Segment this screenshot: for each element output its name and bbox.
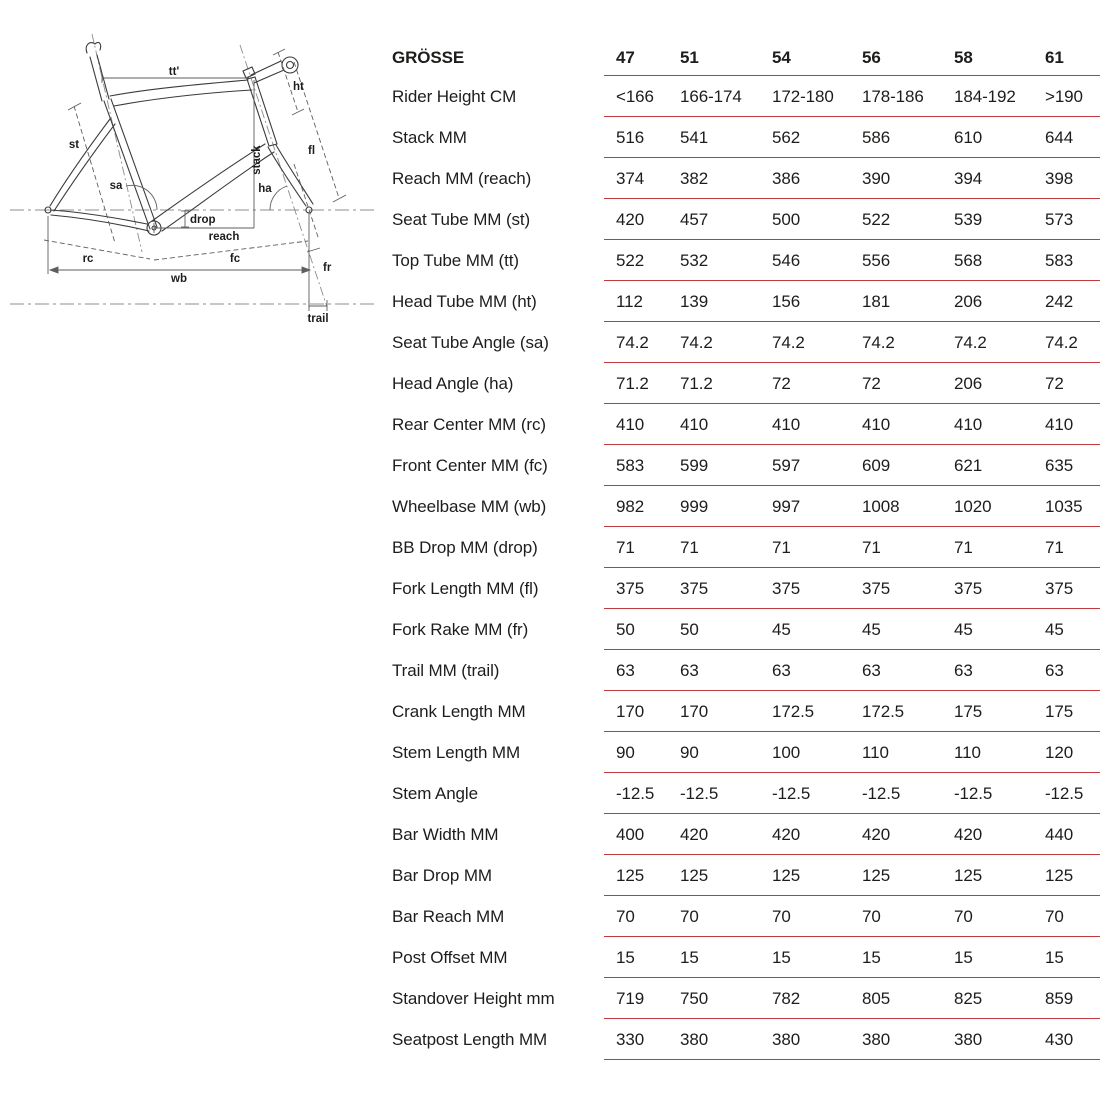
row-label: Bar Width MM	[392, 824, 499, 844]
cell-value: 597	[772, 455, 801, 475]
table-row	[392, 855, 1100, 896]
cell-value: 522	[616, 250, 645, 270]
row-label: Stack MM	[392, 127, 467, 147]
cell-value: 999	[680, 496, 709, 516]
cell-value: 380	[680, 1029, 709, 1049]
row-label: Stem Angle	[392, 783, 478, 803]
cell-value: 390	[862, 168, 891, 188]
cell-value: 45	[1045, 619, 1064, 639]
cell-value: 45	[954, 619, 973, 639]
cell-value: 72	[772, 373, 791, 393]
cell-value: 541	[680, 127, 709, 147]
cell-value: 242	[1045, 291, 1074, 311]
cell-value: 90	[680, 742, 699, 762]
cell-value: 997	[772, 496, 801, 516]
frame-geometry-diagram	[2, 0, 392, 335]
cell-value: 750	[680, 988, 709, 1008]
geometry-table	[392, 39, 1100, 1060]
cell-value: -12.5	[616, 783, 655, 803]
row-label: Seat Tube MM (st)	[392, 209, 531, 229]
size-column-header: 58	[954, 47, 973, 67]
row-label: Head Tube MM (ht)	[392, 291, 537, 311]
cell-value: 805	[862, 988, 891, 1008]
cell-value: 70	[954, 906, 973, 926]
row-label: Fork Length MM (fl)	[392, 578, 539, 598]
cell-value: -12.5	[954, 783, 993, 803]
label-tt-prime: tt'	[168, 66, 180, 78]
cell-value: 539	[954, 209, 983, 229]
cell-value: 410	[862, 414, 891, 434]
label-st: st	[68, 139, 80, 151]
cell-value: 74.2	[772, 332, 805, 352]
cell-value: 70	[862, 906, 881, 926]
cell-value: 181	[862, 291, 891, 311]
cell-value: 516	[616, 127, 645, 147]
cell-value: 457	[680, 209, 709, 229]
cell-value: 380	[862, 1029, 891, 1049]
table-row	[392, 158, 1100, 199]
cell-value: 522	[862, 209, 891, 229]
cell-value: 568	[954, 250, 983, 270]
cell-value: 170	[616, 701, 645, 721]
cell-value: 172-180	[772, 86, 834, 106]
cell-value: 125	[616, 865, 645, 885]
row-label: Front Center MM (fc)	[392, 455, 548, 475]
table-row	[392, 650, 1100, 691]
cell-value: -12.5	[772, 783, 811, 803]
cell-value: 562	[772, 127, 801, 147]
cell-value: 410	[1045, 414, 1074, 434]
row-label: Stem Length MM	[392, 742, 521, 762]
cell-value: 125	[954, 865, 983, 885]
cell-value: 175	[954, 701, 983, 721]
cell-value: 100	[772, 742, 801, 762]
table-body	[392, 76, 1100, 1060]
cell-value: 782	[772, 988, 801, 1008]
cell-value: 375	[680, 578, 709, 598]
cell-value: 63	[680, 660, 699, 680]
table-row	[392, 896, 1100, 937]
cell-value: 175	[1045, 701, 1074, 721]
cell-value: 72	[862, 373, 881, 393]
cell-value: 90	[616, 742, 635, 762]
cell-value: 859	[1045, 988, 1074, 1008]
table-row	[392, 814, 1100, 855]
cell-value: 410	[772, 414, 801, 434]
cell-value: 394	[954, 168, 983, 188]
cell-value: 500	[772, 209, 801, 229]
cell-value: 546	[772, 250, 801, 270]
row-label: Post Offset MM	[392, 947, 508, 967]
cell-value: 982	[616, 496, 645, 516]
cell-value: 374	[616, 168, 645, 188]
cell-value: -12.5	[1045, 783, 1084, 803]
cell-value: 206	[954, 373, 983, 393]
cell-value: 50	[680, 619, 699, 639]
row-label: Rear Center MM (rc)	[392, 414, 546, 434]
row-label: Wheelbase MM (wb)	[392, 496, 547, 516]
label-ha: ha	[258, 183, 272, 195]
cell-value: 63	[772, 660, 791, 680]
cell-value: 112	[616, 291, 643, 311]
cell-value: 125	[1045, 865, 1074, 885]
table-row	[392, 773, 1100, 814]
label-sa: sa	[109, 180, 123, 192]
cell-value: 71	[616, 537, 635, 557]
cell-value: 375	[954, 578, 983, 598]
cell-value: 375	[772, 578, 801, 598]
cell-value: 375	[1045, 578, 1074, 598]
table-row	[392, 199, 1100, 240]
cell-value: 420	[680, 824, 709, 844]
cell-value: 420	[772, 824, 801, 844]
cell-value: 71	[772, 537, 791, 557]
cell-value: 70	[772, 906, 791, 926]
cell-value: 125	[772, 865, 801, 885]
cell-value: 410	[680, 414, 709, 434]
cell-value: 120	[1045, 742, 1074, 762]
cell-value: 380	[954, 1029, 983, 1049]
cell-value: 825	[954, 988, 983, 1008]
table-row	[392, 937, 1100, 978]
size-column-header: 56	[862, 47, 881, 67]
cell-value: 386	[772, 168, 801, 188]
size-column-header: 47	[616, 47, 635, 67]
size-column-header: 54	[772, 47, 791, 67]
cell-value: 609	[862, 455, 891, 475]
cell-value: -12.5	[862, 783, 901, 803]
table-row	[392, 76, 1100, 117]
label-ht: ht	[293, 81, 304, 93]
cell-value: 410	[616, 414, 645, 434]
row-label: Bar Reach MM	[392, 906, 505, 926]
cell-value: 74.2	[1045, 332, 1078, 352]
label-wb: wb	[171, 273, 187, 285]
cell-value: 719	[616, 988, 645, 1008]
cell-value: 583	[616, 455, 645, 475]
cell-value: 71.2	[616, 373, 649, 393]
size-column-header: 61	[1045, 47, 1064, 67]
cell-value: 206	[954, 291, 983, 311]
row-label: Fork Rake MM (fr)	[392, 619, 529, 639]
label-stack: stack	[251, 145, 263, 175]
cell-value: 573	[1045, 209, 1074, 229]
cell-value: 71	[862, 537, 881, 557]
label-drop: drop	[190, 214, 216, 226]
cell-value: -12.5	[680, 783, 719, 803]
cell-value: 583	[1045, 250, 1074, 270]
cell-value: 586	[862, 127, 891, 147]
cell-value: 156	[772, 291, 801, 311]
cell-value: 184-192	[954, 86, 1016, 106]
row-label: Rider Height CM	[392, 86, 517, 106]
cell-value: 400	[616, 824, 645, 844]
cell-value: 15	[954, 947, 973, 967]
cell-value: 50	[616, 619, 635, 639]
cell-value: 71	[1045, 537, 1064, 557]
table-row	[392, 404, 1100, 445]
cell-value: 110	[862, 742, 889, 762]
cell-value: 71	[954, 537, 973, 557]
table-row	[392, 732, 1100, 773]
cell-value: <166	[616, 86, 654, 106]
cell-value: 644	[1045, 127, 1074, 147]
cell-value: 440	[1045, 824, 1074, 844]
label-fc: fc	[229, 253, 241, 265]
table-row	[392, 322, 1100, 363]
cell-value: 1020	[954, 496, 992, 516]
cell-value: 430	[1045, 1029, 1074, 1049]
cell-value: 599	[680, 455, 709, 475]
cell-value: 63	[954, 660, 973, 680]
cell-value: 63	[616, 660, 635, 680]
cell-value: 420	[616, 209, 645, 229]
table-row	[392, 486, 1100, 527]
cell-value: 15	[772, 947, 791, 967]
cell-value: 74.2	[616, 332, 649, 352]
cell-value: 635	[1045, 455, 1074, 475]
table-row	[392, 1019, 1100, 1060]
row-label: BB Drop MM (drop)	[392, 537, 538, 557]
cell-value: 166-174	[680, 86, 742, 106]
table-row	[392, 240, 1100, 281]
cell-value: 375	[616, 578, 645, 598]
cell-value: 410	[954, 414, 983, 434]
table-header-row	[392, 39, 1100, 76]
cell-value: 170	[680, 701, 709, 721]
cell-value: 15	[862, 947, 881, 967]
row-label: Bar Drop MM	[392, 865, 492, 885]
cell-value: >190	[1045, 86, 1083, 106]
row-label: Top Tube MM (tt)	[392, 250, 519, 270]
size-column-header: 51	[680, 47, 699, 67]
cell-value: 74.2	[862, 332, 895, 352]
table-row	[392, 281, 1100, 322]
cell-value: 139	[680, 291, 709, 311]
cell-value: 70	[616, 906, 635, 926]
cell-value: 63	[862, 660, 881, 680]
cell-value: 556	[862, 250, 891, 270]
label-reach: reach	[208, 231, 240, 243]
table-row	[392, 568, 1100, 609]
table-row	[392, 978, 1100, 1019]
cell-value: 420	[862, 824, 891, 844]
cell-value: 15	[1045, 947, 1064, 967]
cell-value: 420	[954, 824, 983, 844]
row-label: Reach MM (reach)	[392, 168, 532, 188]
cell-value: 70	[1045, 906, 1064, 926]
table-row	[392, 445, 1100, 486]
row-label: Standover Height mm	[392, 988, 555, 1008]
label-fl: fl	[308, 145, 316, 157]
cell-value: 45	[772, 619, 791, 639]
cell-value: 70	[680, 906, 699, 926]
cell-value: 380	[772, 1029, 801, 1049]
cell-value: 125	[862, 865, 891, 885]
cell-value: 178-186	[862, 86, 924, 106]
table-row	[392, 527, 1100, 568]
row-label: Trail MM (trail)	[392, 660, 500, 680]
cell-value: 15	[616, 947, 635, 967]
cell-value: 71	[680, 537, 699, 557]
cell-value: 330	[616, 1029, 645, 1049]
cell-value: 63	[1045, 660, 1064, 680]
cell-value: 172.5	[772, 701, 815, 721]
cell-value: 15	[680, 947, 699, 967]
row-label: Head Angle (ha)	[392, 373, 514, 393]
cell-value: 72	[1045, 373, 1064, 393]
table-row	[392, 609, 1100, 650]
cell-value: 74.2	[680, 332, 713, 352]
cell-value: 45	[862, 619, 881, 639]
cell-value: 125	[680, 865, 709, 885]
cell-value: 1008	[862, 496, 900, 516]
cell-value: 398	[1045, 168, 1074, 188]
row-label: Crank Length MM	[392, 701, 526, 721]
label-rc: rc	[82, 253, 94, 265]
row-label: Seatpost Length MM	[392, 1029, 548, 1049]
cell-value: 532	[680, 250, 709, 270]
cell-value: 74.2	[954, 332, 987, 352]
table-row	[392, 117, 1100, 158]
cell-value: 610	[954, 127, 983, 147]
cell-value: 382	[680, 168, 709, 188]
axis-lines	[10, 34, 374, 307]
row-label: Seat Tube Angle (sa)	[392, 332, 549, 352]
cell-value: 1035	[1045, 496, 1083, 516]
size-header-label: GRÖSSE	[392, 47, 465, 67]
cell-value: 375	[862, 578, 891, 598]
label-fr: fr	[323, 262, 332, 274]
label-trail: trail	[307, 313, 329, 325]
cell-value: 110	[954, 742, 981, 762]
cell-value: 71.2	[680, 373, 713, 393]
cell-value: 621	[954, 455, 983, 475]
table-row	[392, 691, 1100, 732]
table-row	[392, 363, 1100, 404]
cell-value: 172.5	[862, 701, 905, 721]
